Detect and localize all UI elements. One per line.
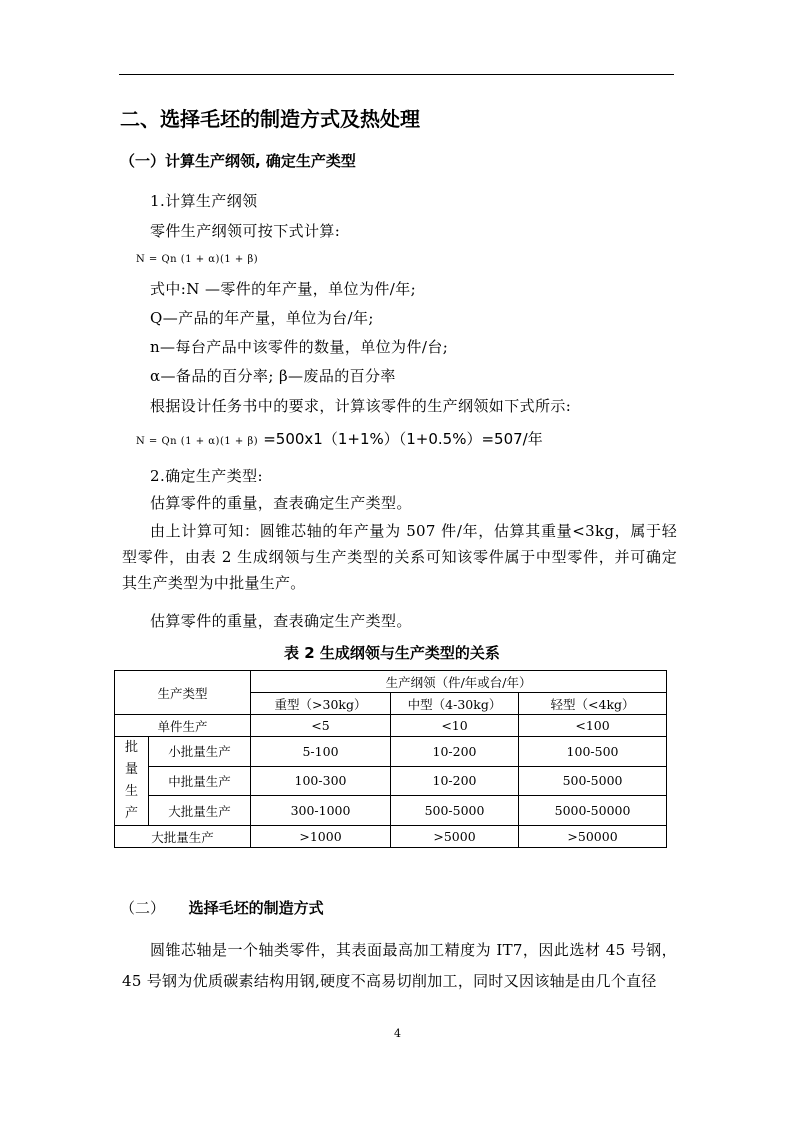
- cell-heavy: >1000: [251, 826, 391, 848]
- table-row: [115, 737, 667, 767]
- definition-n: 式中:N —零件的年产量，单位为件/年;: [150, 280, 417, 298]
- subsection-2: [120, 897, 324, 918]
- row-name: 中批量生产: [149, 766, 251, 796]
- cell-medium: 10-200: [391, 766, 519, 796]
- calculation-intro: 根据设计任务书中的要求，计算该零件的生产纲领如下式所示:: [150, 397, 572, 415]
- cell-light: 500-5000: [519, 766, 667, 796]
- cell-light: 100-500: [519, 737, 667, 767]
- row-name: 小批量生产: [149, 737, 251, 767]
- row-name: 大批量生产: [115, 826, 251, 848]
- header-light: 轻型（<4kg）: [519, 693, 667, 715]
- formula-2-left: N = Qn (1 + α)(1 + β): [136, 436, 259, 447]
- formula-1: N = Qn (1 + α)(1 + β): [136, 254, 259, 265]
- formula-2: [136, 428, 543, 449]
- definition-q: Q—产品的年产量，单位为台/年;: [150, 309, 374, 327]
- table-row: [115, 826, 667, 848]
- batch-production-text: 批量生产: [124, 740, 138, 821]
- section-title: 二、选择毛坯的制造方式及热处理: [120, 107, 420, 131]
- header-medium: 中型（4-30kg）: [391, 693, 519, 715]
- row-name: 大批量生产: [149, 796, 251, 826]
- cell-heavy: 300-1000: [251, 796, 391, 826]
- cell-medium: <10: [391, 715, 519, 737]
- cell-heavy: <5: [251, 715, 391, 737]
- formula-2-right: =500x1（1+1%）（1+0.5%）=507/年: [263, 430, 543, 448]
- item-2-line-1: 估算零件的重量，查表确定生产类型。: [150, 494, 412, 512]
- production-type-table: [114, 670, 667, 848]
- definition-n-per-unit: n—每台产品中该零件的数量，单位为件/台;: [150, 338, 449, 356]
- subsection-1-title: （一）计算生产纲领, 确定生产类型: [120, 152, 356, 170]
- cell-medium: >5000: [391, 826, 519, 848]
- item-2-line-2: 估算零件的重量，查表确定生产类型。: [150, 612, 412, 630]
- cell-light: 5000-50000: [519, 796, 667, 826]
- final-paragraph: 圆锥芯轴是一个轴类零件，其表面最高加工精度为 IT7，因此选材 45 号钢，45 号钢为优质碳素结构用钢,硬度不高易切削加工，同时又因该轴是由几个直径: [122, 941, 677, 990]
- header-rule: [119, 74, 674, 75]
- cell-heavy: 100-300: [251, 766, 391, 796]
- header-production-output: 生产纲领（件/年或台/年）: [251, 671, 667, 693]
- item-1-intro: 零件生产纲领可按下式计算:: [150, 222, 341, 240]
- batch-production-label: [115, 737, 149, 826]
- definition-alpha-beta: α—备品的百分率; β—废品的百分率: [150, 367, 396, 385]
- item-1-title: 1.计算生产纲领: [150, 192, 258, 210]
- cell-medium: 10-200: [391, 737, 519, 767]
- item-2-paragraph: 由上计算可知：圆锥芯轴的年产量为 507 件/年，估算其重量<3kg，属于轻型零件，由表 2 生成纲领与生产类型的关系可知该零件属于中型零件，并可确定其生产类型为中批量生产。: [122, 522, 677, 592]
- table-row: [115, 796, 667, 826]
- subsection-2-title: 选择毛坯的制造方式: [188, 899, 324, 917]
- row-name: 单件生产: [115, 715, 251, 737]
- subsection-2-number: （二）: [120, 899, 166, 917]
- cell-light: >50000: [519, 826, 667, 848]
- cell-heavy: 5-100: [251, 737, 391, 767]
- header-production-type: 生产类型: [115, 671, 251, 715]
- table-row: [115, 715, 667, 737]
- header-heavy: 重型（>30kg）: [251, 693, 391, 715]
- table-caption: 表 2 生成纲领与生产类型的关系: [284, 644, 500, 662]
- cell-medium: 500-5000: [391, 796, 519, 826]
- page-number: 4: [394, 1027, 401, 1040]
- table-row: [115, 766, 667, 796]
- item-2-title: 2.确定生产类型:: [150, 467, 263, 485]
- cell-light: <100: [519, 715, 667, 737]
